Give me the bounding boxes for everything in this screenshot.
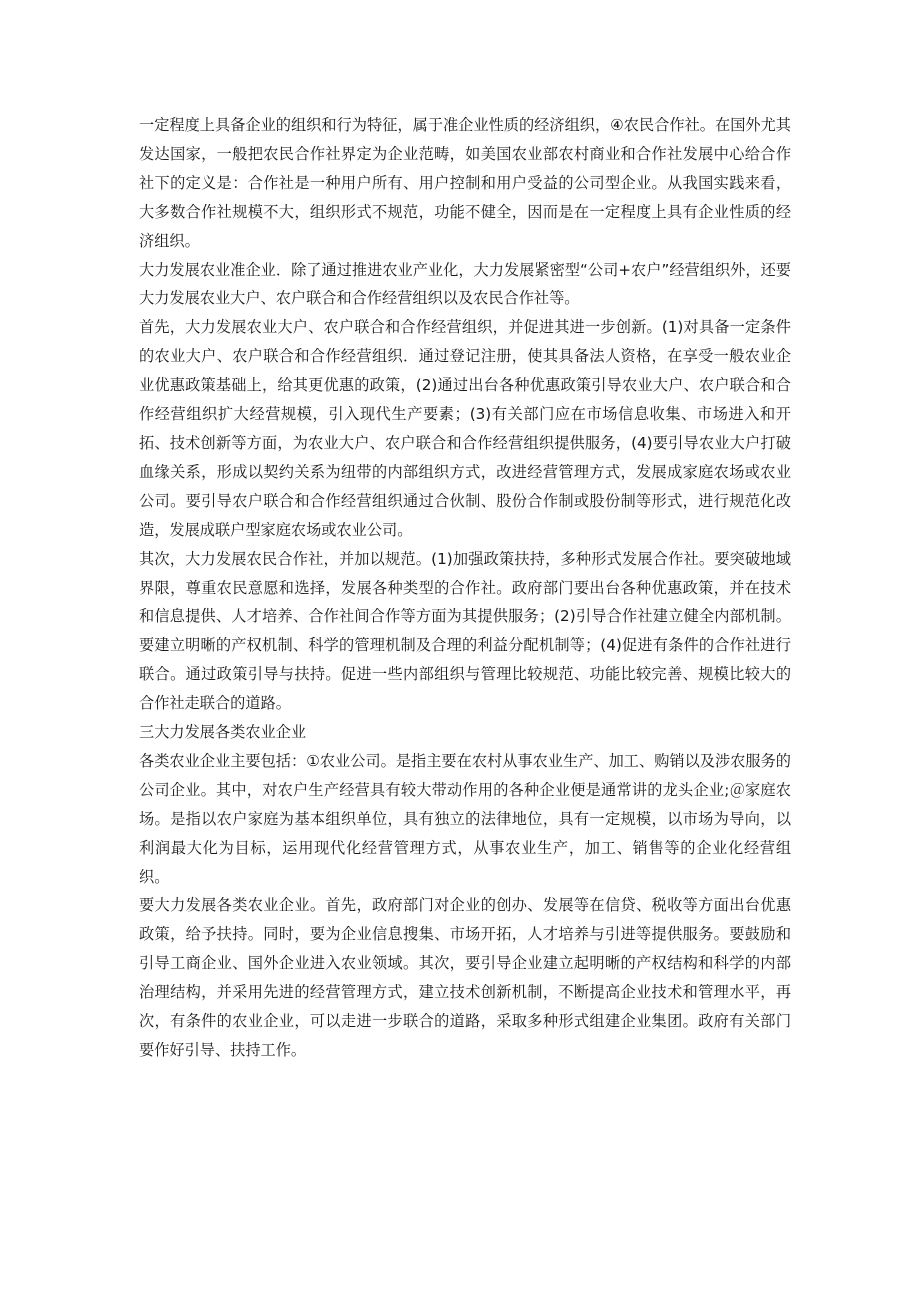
paragraph-second-measures: 其次，大力发展农民合作社，并加以规范。(1)加强政策扶持，多种形式发展合作社。要突破地域界限，尊重农民意愿和选择，发展各种类型的合作社。政府部门要出台各种优惠政策，并在技术和信息提供、人才培养、合作社间合作等方面为其提供服务；(2)引导合作社建立健全内部机制。要建立明晰的产权机制、科学的管理机制及合理的利益分配机制等；(4)促进有条件的合作社进行联合。通过政策引导与扶持。促进一些内部组织与管理比较规范、功能比较完善、规模比较大的合作社走联合的道路。 [139, 549, 791, 713]
document-body [139, 111, 791, 1065]
paragraph-enterprise-types: 各类农业企业主要包括：①农业公司。是指主要在农村从事农业生产、加工、购销以及涉农服务的公司企业。其中，对农户生产经营具有较大带动作用的各种企业便是通常讲的龙头企业;＠家庭农场。是指以农户家庭为基本组织单位，具有独立的法律地位，具有一定规模，以市场为导向，以利润最大化为目标，运用现代化经营管理方式，从事农业生产，加工、销售等的企业化经营组织。 [139, 751, 791, 886]
paragraph-cooperative-definition: 一定程度上具备企业的组织和行为特征，属于准企业性质的经济组织，④农民合作社。在国外尤其发达国家，一般把农民合作社界定为企业范畴，如美国农业部农村商业和合作社发展中心给合作社下的定义是：合作社是一种用户所有、用户控制和用户受益的公司型企业。从我国实践来看，大多数合作社规模不大，组织形式不规范，功能不健全，因而是在一定程度上具有企业性质的经济组织。 [139, 116, 791, 250]
section-heading: 三大力发展各类农业企业 [139, 723, 307, 742]
paragraph-enterprise-development: 要大力发展各类农业企业。首先，政府部门对企业的创办、发展等在信贷、税收等方面出台优惠政策，给予扶持。同时，要为企业信息搜集、市场开拓，人才培养与引进等提供服务。要鼓励和引导工商企业、国外企业进入农业领域。其次，要引导企业建立起明晰的产权结构和科学的内部治理结构，并采用先进的经营管理方式，建立技术创新机制，不断提高企业技术和管理水平，再次，有条件的农业企业，可以走进一步联合的道路，采取多种形式组建企业集团。政府有关部门要作好引导、扶持工作。 [139, 896, 791, 1059]
paragraph-first-measures: 首先，大力发展农业大户、农户联合和合作经营组织，并促进其进一步创新。(1)对具备一定条件的农业大户、农户联合和合作经营组织．通过登记注册，使其具备法人资格，在享受一般农业企业优惠政策基础上，给其更优惠的政策，(2)通过出台各种优惠政策引导农业大户、农户联合和合作经营组织扩大经营规模，引入现代生产要素；(3)有关部门应在市场信息收集、市场进入和开拓、技术创新等方面，为农业大户、农户联合和合作经营组织提供服务，(4)要引导农业大户打破血缘关系，形成以契约关系为纽带的内部组织方式，改进经营管理方式，发展成家庭农场或农业公司。要引导农户联合和合作经营组织通过合伙制、股份合作制或股份制等形式，进行规范化改造，发展成联户型家庭农场或农业公司。 [139, 318, 791, 539]
paragraph-quasi-enterprise: 大力发展农业准企业．除了通过推进农业产业化，大力发展紧密型“公司+农户”经营组织外，还要大力发展农业大户、农户联合和合作经营组织以及农民合作社等。 [139, 260, 791, 308]
